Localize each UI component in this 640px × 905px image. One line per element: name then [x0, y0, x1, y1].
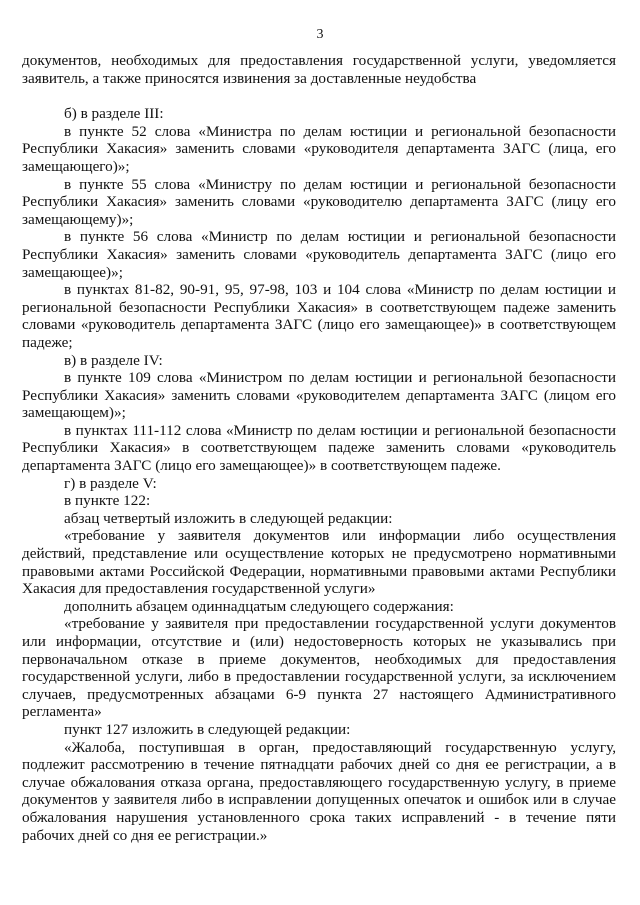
paragraph-section-iii-heading: б) в разделе III:: [64, 105, 164, 123]
paragraph-fourth-abzac-text: «требование у заявителя документов или информации либо осуществления действий, представление или осуществление которых не предусмотрено нормативными правовыми актами Российской Федерации, нормативными правовыми актами Республики Хакасия для предоставления государственной услуги»: [22, 527, 616, 598]
paragraph-section-iv-heading: в) в разделе IV:: [64, 351, 163, 369]
document-body: [22, 52, 616, 844]
paragraph-point-55: в пункте 55 слова «Министру по делам юстиции и региональной безопасности Республики Хакасия» заменить словами «руководителю департамента ЗАГС (лицу его замещающему)»;: [22, 175, 616, 228]
paragraph-fourth-abzac-intro: абзац четвертый изложить в следующей редакции:: [64, 509, 393, 527]
paragraph-point-56: в пункте 56 слова «Министр по делам юстиции и региональной безопасности Республики Хакасия» заменить словами «руководитель департамента ЗАГС (лицо его замещающее)»;: [22, 228, 616, 281]
paragraph-point-52: в пункте 52 слова «Министра по делам юстиции и региональной безопасности Республики Хакасия» заменить словами «руководителя департамента ЗАГС (лица, его замещающего)»;: [22, 122, 616, 175]
paragraph-eleventh-abzac-intro: дополнить абзацем одиннадцатым следующего содержания:: [64, 597, 454, 615]
paragraph-intro-continuation: документов, необходимых для предоставления государственной услуги, уведомляется заявитель, а также приносятся извинения за доставленные неудобства: [22, 52, 616, 87]
paragraph-point-122: в пункте 122:: [64, 492, 151, 510]
page-number: 3: [316, 27, 324, 42]
paragraph-section-v-heading: г) в разделе V:: [64, 474, 157, 492]
paragraph-eleventh-abzac-text: «требование у заявителя при предоставлении государственной услуги документов или информации, отсутствие и (или) недостоверность которых не указывались при первоначальном отказе в приеме документов, необходимых для предоставления государственной услуги, либо в предоставлении государственной услуги, за исключением случаев, предусмотренных абзацами 6-9 пункта 27 настоящего Административного регламента»: [22, 615, 616, 721]
paragraph-points-111-112: в пунктах 111-112 слова «Министр по делам юстиции и региональной безопасности Республики Хакасия» в соответствующем падеже заменить словами «руководитель департамента ЗАГС (лицо его замещающее)» в соответствующем падеже.: [22, 421, 616, 475]
paragraph-point-127-text: «Жалоба, поступившая в орган, предоставляющий государственную услугу, подлежит рассмотрению в течение пятнадцати рабочих дней со дня ее регистрации, а в случае обжалования отказа органа, предоставляющего государственную услугу, в приеме документов у заявителя либо в исправлении допущенных опечаток и ошибок или в случае обжалования нарушения установленного срока таких исправлений - в течение пяти рабочих дней со дня ее регистрации.»: [22, 738, 616, 844]
paragraph-point-127-intro: пункт 127 изложить в следующей редакции:: [64, 720, 351, 738]
paragraph-points-81-104: в пунктах 81-82, 90-91, 95, 97-98, 103 и 104 слова «Министр по делам юстиции и региональной безопасности Республики Хакасия» в соответствующем падеже заменить словами «руководитель департамента ЗАГС (лицо его замещающее)» в соответствующем падеже;: [22, 281, 616, 351]
paragraph-point-109: в пункте 109 слова «Министром по делам юстиции и региональной безопасности Республики Хакасия» заменить словами «руководителем департамента ЗАГС (лицом его замещающем)»;: [22, 369, 616, 422]
